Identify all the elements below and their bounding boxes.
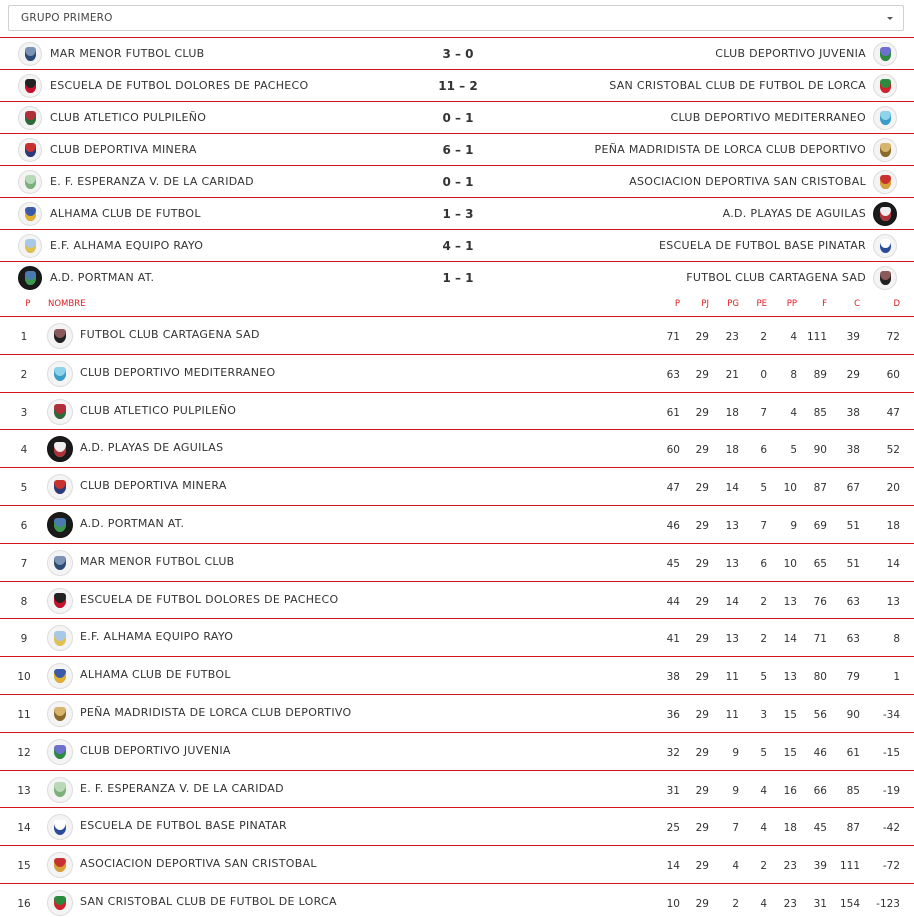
goals-against: 51	[846, 557, 860, 570]
lost: 5	[790, 444, 797, 457]
won: 13	[725, 557, 739, 570]
drawn: 7	[760, 406, 767, 419]
goal-diff: 52	[886, 444, 900, 457]
lost: 10	[783, 557, 797, 570]
goals-for: 76	[813, 595, 827, 608]
team-name[interactable]: ESCUELA DE FUTBOL DOLORES DE PACHECO	[80, 592, 339, 606]
won: 9	[732, 784, 739, 797]
lost: 16	[783, 784, 797, 797]
played: 29	[695, 897, 709, 910]
goals-for: 89	[813, 368, 827, 381]
played: 29	[695, 444, 709, 457]
lost: 9	[790, 519, 797, 532]
header-won[interactable]: PG	[727, 299, 739, 309]
won: 14	[725, 482, 739, 495]
team-crest-icon	[47, 625, 73, 651]
lost: 15	[783, 708, 797, 721]
played: 29	[695, 860, 709, 873]
goals-against: 90	[846, 708, 860, 721]
points: 32	[666, 746, 680, 759]
home-team[interactable]: CLUB DEPORTIVA MINERA	[50, 143, 197, 156]
match-score: 1 – 3	[442, 206, 474, 221]
position: 2	[20, 368, 28, 381]
won: 13	[725, 519, 739, 532]
team-name[interactable]: E. F. ESPERANZA V. DE LA CARIDAD	[80, 781, 284, 795]
goal-diff: 47	[886, 406, 900, 419]
team-crest-icon	[47, 512, 73, 538]
match-results	[0, 37, 914, 293]
goals-for: 69	[813, 519, 827, 532]
header-goals-against[interactable]: C	[854, 299, 860, 309]
goal-diff: 1	[893, 671, 900, 684]
team-name[interactable]: CLUB DEPORTIVO MEDITERRANEO	[80, 365, 276, 379]
table-row[interactable]	[0, 807, 914, 845]
table-row[interactable]	[0, 581, 914, 619]
team-crest-icon	[18, 106, 42, 130]
goal-diff: 18	[886, 519, 900, 532]
away-team[interactable]: ESCUELA DE FUTBOL BASE PINATAR	[659, 239, 866, 252]
goals-for: 90	[813, 444, 827, 457]
table-row[interactable]	[0, 316, 914, 354]
goals-against: 85	[846, 784, 860, 797]
header-played[interactable]: PJ	[701, 299, 709, 309]
won: 21	[725, 368, 739, 381]
won: 13	[725, 633, 739, 646]
team-name[interactable]: MAR MENOR FUTBOL CLUB	[80, 554, 235, 568]
team-crest-icon	[47, 588, 73, 614]
drawn: 2	[760, 331, 767, 343]
table-row[interactable]	[0, 354, 914, 392]
team-crest-icon	[18, 266, 42, 290]
match-score: 3 – 0	[442, 46, 474, 61]
goal-diff: 13	[886, 595, 900, 608]
home-team[interactable]: E. F. ESPERANZA V. DE LA CARIDAD	[50, 175, 254, 188]
points: 38	[666, 671, 680, 684]
home-team[interactable]: E.F. ALHAMA EQUIPO RAYO	[50, 239, 204, 252]
drawn: 5	[760, 671, 767, 684]
team-crest-icon	[47, 814, 73, 840]
team-name[interactable]: E.F. ALHAMA EQUIPO RAYO	[80, 630, 234, 644]
team-crest-icon	[873, 234, 897, 258]
goals-for: 80	[813, 671, 827, 684]
goal-diff: 72	[886, 331, 900, 343]
team-crest-icon	[47, 323, 73, 349]
goals-against: 154	[839, 897, 860, 910]
goals-for: 46	[813, 746, 827, 759]
table-row[interactable]	[0, 543, 914, 581]
drawn: 4	[760, 822, 767, 835]
points: 31	[666, 784, 680, 797]
header-points[interactable]: P	[674, 299, 680, 309]
team-crest-icon	[47, 436, 73, 462]
position: 4	[20, 444, 28, 457]
team-name[interactable]: CLUB DEPORTIVO JUVENIA	[80, 743, 231, 757]
match-row[interactable]	[0, 261, 914, 293]
chevron-down-icon[interactable]	[887, 17, 893, 20]
goal-diff: -123	[876, 897, 900, 910]
points: 25	[666, 822, 680, 835]
position: 9	[20, 633, 28, 646]
points: 60	[666, 444, 680, 457]
table-row[interactable]	[0, 732, 914, 770]
match-row[interactable]	[0, 69, 914, 101]
table-row[interactable]	[0, 694, 914, 732]
group-select-value: GRUPO PRIMERO	[21, 12, 113, 24]
match-row[interactable]	[0, 197, 914, 229]
drawn: 6	[760, 444, 767, 457]
team-crest-icon	[873, 106, 897, 130]
goals-for: 87	[813, 482, 827, 495]
drawn: 5	[760, 746, 767, 759]
match-row[interactable]	[0, 165, 914, 197]
goal-diff: 8	[893, 633, 900, 646]
home-team[interactable]: ALHAMA CLUB DE FUTBOL	[50, 207, 201, 220]
played: 29	[695, 784, 709, 797]
team-name[interactable]: FUTBOL CLUB CARTAGENA SAD	[80, 328, 260, 341]
drawn: 2	[760, 860, 767, 873]
match-row[interactable]	[0, 101, 914, 133]
goals-for: 71	[813, 633, 827, 646]
team-crest-icon	[47, 399, 73, 425]
header-name[interactable]: NOMBRE	[48, 299, 86, 309]
won: 18	[725, 444, 739, 457]
team-crest-icon	[873, 74, 897, 98]
table-row[interactable]	[0, 770, 914, 808]
goals-against: 67	[846, 482, 860, 495]
position: 16	[17, 897, 31, 910]
goals-against: 38	[846, 444, 860, 457]
points: 61	[666, 406, 680, 419]
match-row[interactable]	[0, 229, 914, 261]
played: 29	[695, 406, 709, 419]
goal-diff: -42	[882, 822, 900, 835]
header-drawn[interactable]: PE	[756, 299, 767, 309]
played: 29	[695, 519, 709, 532]
goals-against: 63	[846, 633, 860, 646]
drawn: 4	[760, 784, 767, 797]
points: 71	[666, 331, 680, 343]
played: 29	[695, 633, 709, 646]
home-team[interactable]: ESCUELA DE FUTBOL DOLORES DE PACHECO	[50, 79, 309, 92]
team-crest-icon	[18, 170, 42, 194]
lost: 4	[790, 406, 797, 419]
position: 14	[17, 822, 31, 835]
header-goal-diff[interactable]: D	[893, 299, 900, 309]
team-name[interactable]: SAN CRISTOBAL CLUB DE FUTBOL DE LORCA	[80, 894, 337, 908]
lost: 8	[790, 368, 797, 381]
match-score: 11 – 2	[438, 78, 478, 93]
team-name[interactable]: A.D. PLAYAS DE AGUILAS	[80, 441, 224, 455]
goals-for: 31	[813, 897, 827, 910]
drawn: 5	[760, 482, 767, 495]
team-crest-icon	[873, 138, 897, 162]
home-team[interactable]: MAR MENOR FUTBOL CLUB	[50, 47, 205, 60]
position: 7	[20, 557, 28, 570]
played: 29	[695, 671, 709, 684]
goal-diff: -19	[882, 784, 900, 797]
goals-against: 79	[846, 671, 860, 684]
drawn: 0	[760, 368, 767, 381]
team-crest-icon	[873, 202, 897, 226]
team-name[interactable]: PEÑA MADRIDISTA DE LORCA CLUB DEPORTIVO	[80, 705, 352, 719]
goals-for: 39	[813, 860, 827, 873]
won: 14	[725, 595, 739, 608]
match-score: 6 – 1	[442, 142, 474, 157]
position: 3	[20, 406, 28, 419]
drawn: 3	[760, 708, 767, 721]
points: 46	[666, 519, 680, 532]
group-select[interactable]	[8, 5, 904, 31]
position: 11	[17, 708, 31, 721]
table-row[interactable]	[0, 656, 914, 694]
away-team[interactable]: FUTBOL CLUB CARTAGENA SAD	[686, 271, 866, 284]
team-crest-icon	[873, 42, 897, 66]
team-crest-icon	[18, 138, 42, 162]
team-name[interactable]: CLUB DEPORTIVA MINERA	[80, 479, 227, 493]
goals-for: 66	[813, 784, 827, 797]
won: 11	[725, 708, 739, 721]
away-team[interactable]: A.D. PLAYAS DE AGUILAS	[722, 207, 866, 220]
home-team[interactable]: A.D. PORTMAN AT.	[50, 271, 155, 284]
played: 29	[695, 708, 709, 721]
goals-against: 61	[846, 746, 860, 759]
position: 1	[20, 331, 28, 343]
match-score: 1 – 1	[442, 270, 474, 285]
played: 29	[695, 595, 709, 608]
played: 29	[695, 331, 709, 343]
team-crest-icon	[18, 202, 42, 226]
drawn: 4	[760, 897, 767, 910]
team-crest-icon	[47, 739, 73, 765]
team-crest-icon	[18, 234, 42, 258]
table-row[interactable]	[0, 505, 914, 543]
drawn: 2	[760, 595, 767, 608]
team-crest-icon	[47, 474, 73, 500]
match-row[interactable]	[0, 133, 914, 165]
goals-against: 51	[846, 519, 860, 532]
goals-against: 29	[846, 368, 860, 381]
away-team[interactable]: CLUB DEPORTIVO MEDITERRANEO	[670, 111, 866, 124]
lost: 4	[790, 331, 797, 343]
team-crest-icon	[47, 777, 73, 803]
goal-diff: -34	[882, 708, 900, 721]
team-name[interactable]: ASOCIACION DEPORTIVA SAN CRISTOBAL	[80, 857, 317, 871]
points: 47	[666, 482, 680, 495]
played: 29	[695, 482, 709, 495]
team-crest-icon	[47, 550, 73, 576]
drawn: 2	[760, 633, 767, 646]
team-name[interactable]: CLUB ATLETICO PULPILEÑO	[80, 403, 237, 417]
away-team[interactable]: SAN CRISTOBAL CLUB DE FUTBOL DE LORCA	[609, 79, 866, 92]
table-row[interactable]	[0, 845, 914, 883]
position: 13	[17, 784, 31, 797]
points: 10	[666, 897, 680, 910]
points: 41	[666, 633, 680, 646]
team-name[interactable]: ESCUELA DE FUTBOL BASE PINATAR	[80, 819, 287, 833]
team-crest-icon	[873, 266, 897, 290]
lost: 18	[783, 822, 797, 835]
points: 36	[666, 708, 680, 721]
team-crest-icon	[47, 701, 73, 727]
header-lost[interactable]: PP	[786, 299, 797, 309]
goals-against: 38	[846, 406, 860, 419]
goals-for: 111	[806, 331, 827, 343]
goals-against: 87	[846, 822, 860, 835]
match-score: 0 – 1	[442, 110, 474, 125]
standings-header	[0, 297, 914, 316]
won: 4	[732, 860, 739, 873]
team-crest-icon	[47, 663, 73, 689]
goals-for: 56	[813, 708, 827, 721]
lost: 13	[783, 671, 797, 684]
goals-against: 39	[846, 331, 860, 343]
position: 12	[17, 746, 31, 759]
points: 63	[666, 368, 680, 381]
goal-diff: 20	[886, 482, 900, 495]
table-row[interactable]	[0, 467, 914, 505]
won: 11	[725, 671, 739, 684]
points: 14	[666, 860, 680, 873]
points: 45	[666, 557, 680, 570]
lost: 23	[783, 860, 797, 873]
won: 9	[732, 746, 739, 759]
goals-for: 65	[813, 557, 827, 570]
home-team[interactable]: CLUB ATLETICO PULPILEÑO	[50, 111, 207, 124]
away-team[interactable]: PEÑA MADRIDISTA DE LORCA CLUB DEPORTIVO	[594, 143, 866, 156]
table-row[interactable]	[0, 883, 914, 917]
team-name[interactable]: ALHAMA CLUB DE FUTBOL	[80, 668, 231, 682]
team-crest-icon	[873, 170, 897, 194]
lost: 15	[783, 746, 797, 759]
goal-diff: -15	[882, 746, 900, 759]
goal-diff: 14	[886, 557, 900, 570]
position: 15	[17, 860, 31, 873]
won: 2	[732, 897, 739, 910]
goals-for: 85	[813, 406, 827, 419]
away-team[interactable]: CLUB DEPORTIVO JUVENIA	[715, 47, 866, 60]
position: 8	[20, 595, 28, 608]
team-crest-icon	[47, 852, 73, 878]
header-pos[interactable]: P	[25, 299, 31, 309]
played: 29	[695, 368, 709, 381]
drawn: 7	[760, 519, 767, 532]
goal-diff: -72	[882, 860, 900, 873]
position: 10	[17, 671, 31, 684]
match-score: 4 – 1	[442, 238, 474, 253]
table-row[interactable]	[0, 618, 914, 656]
team-crest-icon	[18, 42, 42, 66]
team-crest-icon	[47, 361, 73, 387]
table-row[interactable]	[0, 392, 914, 430]
points: 44	[666, 595, 680, 608]
position: 5	[20, 482, 28, 495]
lost: 14	[783, 633, 797, 646]
match-row[interactable]	[0, 37, 914, 69]
match-score: 0 – 1	[442, 174, 474, 189]
lost: 10	[783, 482, 797, 495]
standings-body	[0, 316, 914, 917]
team-name[interactable]: A.D. PORTMAN AT.	[80, 516, 185, 530]
goals-for: 45	[813, 822, 827, 835]
played: 29	[695, 746, 709, 759]
played: 29	[695, 557, 709, 570]
lost: 23	[783, 897, 797, 910]
goal-diff: 60	[886, 368, 900, 381]
team-crest-icon	[47, 890, 73, 916]
team-crest-icon	[18, 74, 42, 98]
drawn: 6	[760, 557, 767, 570]
position: 6	[20, 519, 28, 532]
won: 7	[732, 822, 739, 835]
header-goals-for[interactable]: F	[822, 299, 827, 309]
won: 18	[725, 406, 739, 419]
goals-against: 111	[839, 860, 860, 873]
won: 23	[725, 331, 739, 343]
lost: 13	[783, 595, 797, 608]
standings-table	[0, 297, 914, 917]
table-row[interactable]	[0, 429, 914, 467]
played: 29	[695, 822, 709, 835]
goals-against: 63	[846, 595, 860, 608]
away-team[interactable]: ASOCIACION DEPORTIVA SAN CRISTOBAL	[629, 175, 866, 188]
